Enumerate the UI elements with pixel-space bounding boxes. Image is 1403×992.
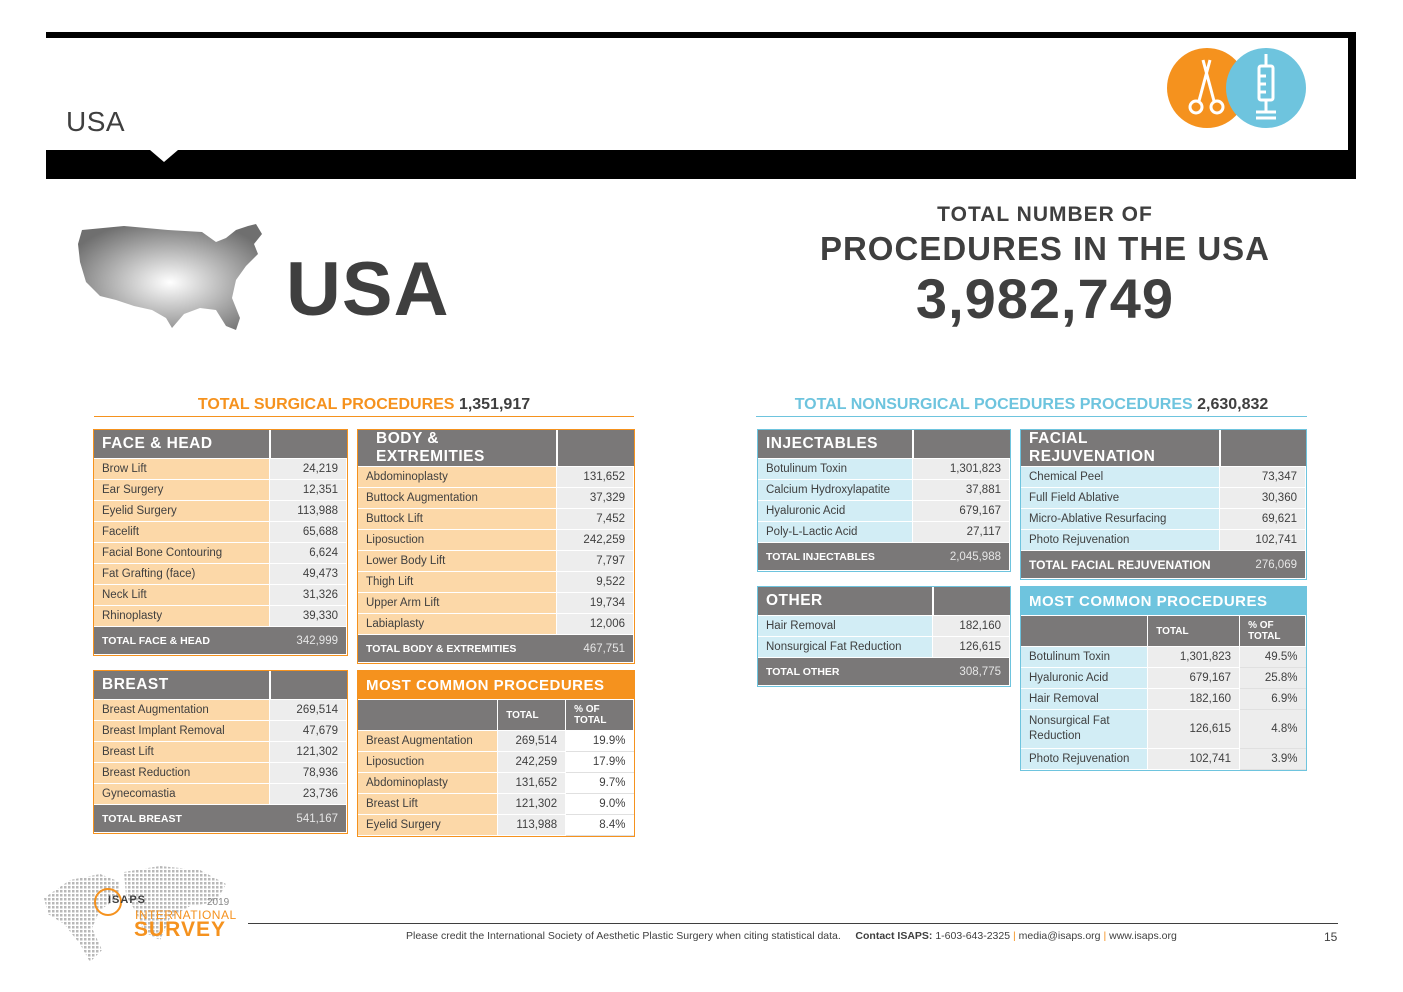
row-label: Abdominoplasty <box>358 467 557 488</box>
table-row <box>94 721 347 742</box>
row-value: 19,734 <box>557 593 634 614</box>
table-row <box>758 459 1010 480</box>
row-label: Gynecomastia <box>94 784 270 805</box>
row-label: Breast Lift <box>358 794 498 815</box>
table-row <box>94 501 347 522</box>
row-value: 30,360 <box>1220 488 1306 509</box>
injectables-table <box>758 430 1010 571</box>
footer-contact-label: Contact ISAPS: <box>855 930 933 942</box>
row-label: Labiaplasty <box>358 614 557 635</box>
row-value: 1,301,823 <box>913 459 1010 480</box>
row-value: 269,514 <box>270 700 347 721</box>
row-label: Upper Arm Lift <box>358 593 557 614</box>
total-row <box>358 635 634 663</box>
row-label: Facelift <box>94 522 270 543</box>
table-row <box>94 585 347 606</box>
row-label: Breast Implant Removal <box>94 721 270 742</box>
col-spacer <box>1021 616 1148 647</box>
row-value: 65,688 <box>270 522 347 543</box>
row-label: Botulinum Toxin <box>758 459 913 480</box>
banner-panel <box>46 38 1348 150</box>
row-value: 31,326 <box>270 585 347 606</box>
table-row <box>358 752 634 773</box>
row-label: Neck Lift <box>94 585 270 606</box>
row-label: Breast Augmentation <box>94 700 270 721</box>
row-value: 131,652 <box>498 773 566 794</box>
total-value: 276,069 <box>1220 551 1306 579</box>
col-pct: % OF TOTAL <box>1240 616 1306 647</box>
breast-title: BREAST <box>94 671 270 700</box>
table-row <box>94 784 347 805</box>
row-label: Buttock Augmentation <box>358 488 557 509</box>
total-value: 2,045,988 <box>913 543 1010 571</box>
table-row <box>358 731 634 752</box>
total-label: TOTAL BODY & EXTREMITIES <box>358 635 557 663</box>
row-label: Chemical Peel <box>1021 467 1220 488</box>
header-spacer <box>1220 430 1306 467</box>
breast-table <box>94 671 347 833</box>
total-label-line1: TOTAL NUMBER OF <box>937 203 1153 226</box>
banner-notch <box>150 150 178 162</box>
row-label: Calcium Hydroxylapatite <box>758 480 913 501</box>
row-pct: 4.8% <box>1240 710 1306 749</box>
row-pct: 9.0% <box>566 794 634 815</box>
table-row <box>1021 668 1306 689</box>
row-label: Eyelid Surgery <box>358 815 498 836</box>
row-value: 121,302 <box>498 794 566 815</box>
nonsurgical-heading <box>756 396 1307 417</box>
total-label: TOTAL OTHER <box>758 658 933 686</box>
row-label: Liposuction <box>358 530 557 551</box>
footer-credit: Please credit the International Society of Aesthetic Plastic Surgery when citing statistical data. <box>406 930 841 942</box>
footer-phone: 1-603-643-2325 <box>935 930 1011 942</box>
header-spacer <box>933 587 1010 616</box>
total-label-line2: PROCEDURES IN THE USA <box>819 230 1271 267</box>
row-value: 9,522 <box>557 572 634 593</box>
total-label: TOTAL INJECTABLES <box>758 543 913 571</box>
row-value: 131,652 <box>557 467 634 488</box>
total-row <box>758 658 1010 686</box>
table-row <box>94 564 347 585</box>
row-label: Photo Rejuvenation <box>1021 530 1220 551</box>
row-label: Nonsurgical Fat Reduction <box>1021 710 1148 749</box>
row-label: Photo Rejuvenation <box>1021 749 1148 770</box>
row-value: 113,988 <box>498 815 566 836</box>
footer-text <box>406 930 1177 942</box>
row-label: Hair Removal <box>1021 689 1148 710</box>
row-label: Nonsurgical Fat Reduction <box>758 637 933 658</box>
row-value: 269,514 <box>498 731 566 752</box>
row-value: 182,160 <box>1148 689 1240 710</box>
total-row <box>1021 551 1306 579</box>
row-value: 27,117 <box>913 522 1010 543</box>
row-value: 78,936 <box>270 763 347 784</box>
surgical-heading-label: TOTAL SURGICAL PROCEDURES <box>197 396 455 413</box>
row-label: Poly-L-Lactic Acid <box>758 522 913 543</box>
table-row <box>758 522 1010 543</box>
logo-isaps: ISAPS <box>108 894 147 906</box>
table-row <box>94 543 347 564</box>
row-label: Abdominoplasty <box>358 773 498 794</box>
table-row <box>1021 509 1306 530</box>
table-row <box>358 773 634 794</box>
row-label: Micro-Ablative Resurfacing <box>1021 509 1220 530</box>
row-label: Breast Reduction <box>94 763 270 784</box>
logo-year: 2019 <box>207 897 230 908</box>
total-label: TOTAL FACIAL REJUVENATION <box>1021 551 1220 579</box>
body-extremities-table <box>358 430 634 663</box>
row-value: 126,615 <box>933 637 1010 658</box>
row-value: 37,881 <box>913 480 1010 501</box>
table-row <box>758 637 1010 658</box>
other-title: OTHER <box>758 587 933 616</box>
top-banner <box>46 32 1356 179</box>
row-label: Brow Lift <box>94 459 270 480</box>
nonsurgical-most-common-table <box>1021 587 1306 770</box>
syringe-icon <box>1226 48 1306 128</box>
total-value: 467,751 <box>557 635 634 663</box>
row-value: 6,624 <box>270 543 347 564</box>
table-row <box>358 551 634 572</box>
table-row <box>358 794 634 815</box>
row-label: Hyaluronic Acid <box>758 501 913 522</box>
col-pct: % OF TOTAL <box>566 700 634 731</box>
row-value: 23,736 <box>270 784 347 805</box>
logo-survey: SURVEY <box>134 918 226 941</box>
row-value: 24,219 <box>270 459 347 480</box>
col-spacer <box>358 700 498 731</box>
table-row <box>358 815 634 836</box>
row-label: Lower Body Lift <box>358 551 557 572</box>
row-value: 1,301,823 <box>1148 647 1240 668</box>
page-number: 15 <box>1324 930 1338 944</box>
facial-rejuvenation-table <box>1021 430 1306 579</box>
surgical-most-common-table <box>358 671 634 836</box>
col-total: TOTAL <box>1148 616 1240 647</box>
table-row <box>94 763 347 784</box>
total-label: TOTAL BREAST <box>94 805 270 833</box>
row-value: 242,259 <box>557 530 634 551</box>
row-value: 126,615 <box>1148 710 1240 749</box>
header-spacer <box>913 430 1010 459</box>
nonsurgical-most-common-title: MOST COMMON PROCEDURES <box>1021 587 1306 616</box>
surgical-heading <box>94 396 634 417</box>
banner-title: USA <box>66 106 126 137</box>
table-row <box>1021 749 1306 770</box>
row-value: 37,329 <box>557 488 634 509</box>
total-value: 342,999 <box>270 627 347 655</box>
table-row <box>358 593 634 614</box>
table-row <box>94 606 347 627</box>
table-row <box>758 480 1010 501</box>
header-spacer <box>270 430 347 459</box>
total-row <box>758 543 1010 571</box>
row-pct: 6.9% <box>1240 689 1306 710</box>
total-row <box>94 627 347 655</box>
row-value: 7,452 <box>557 509 634 530</box>
facial-title: FACIAL REJUVENATION <box>1021 430 1220 467</box>
row-value: 102,741 <box>1220 530 1306 551</box>
logo-international: INTERNATIONAL <box>135 908 237 922</box>
hero-country: USA <box>286 247 450 332</box>
surgical-heading-value: 1,351,917 <box>458 396 531 413</box>
row-value: 49,473 <box>270 564 347 585</box>
footer-separator: | <box>1013 930 1016 942</box>
row-label: Fat Grafting (face) <box>94 564 270 585</box>
row-value: 242,259 <box>498 752 566 773</box>
row-label: Breast Augmentation <box>358 731 498 752</box>
row-value: 73,347 <box>1220 467 1306 488</box>
row-value: 102,741 <box>1148 749 1240 770</box>
row-pct: 17.9% <box>566 752 634 773</box>
row-value: 113,988 <box>270 501 347 522</box>
row-value: 69,621 <box>1220 509 1306 530</box>
row-label: Full Field Ablative <box>1021 488 1220 509</box>
table-row <box>1021 689 1306 710</box>
header-spacer <box>270 671 347 700</box>
table-row <box>1021 488 1306 509</box>
table-row <box>1021 710 1306 749</box>
face-head-table <box>94 430 347 655</box>
table-row <box>1021 467 1306 488</box>
footer-email[interactable]: media@isaps.org <box>1018 930 1101 942</box>
row-label: Rhinoplasty <box>94 606 270 627</box>
row-label: Buttock Lift <box>358 509 557 530</box>
table-row <box>358 509 634 530</box>
row-value: 679,167 <box>913 501 1010 522</box>
table-row <box>94 742 347 763</box>
other-table <box>758 587 1010 686</box>
footer-separator: | <box>1103 930 1107 942</box>
total-row <box>94 805 347 833</box>
row-pct: 25.8% <box>1240 668 1306 689</box>
row-value: 182,160 <box>933 616 1010 637</box>
face-head-title: FACE & HEAD <box>94 430 270 459</box>
row-value: 7,797 <box>557 551 634 572</box>
footer-divider <box>248 923 1338 924</box>
table-row <box>358 572 634 593</box>
usa-map-icon <box>76 218 268 338</box>
row-label: Breast Lift <box>94 742 270 763</box>
row-label: Hair Removal <box>758 616 933 637</box>
table-row <box>758 616 1010 637</box>
row-value: 679,167 <box>1148 668 1240 689</box>
table-row <box>358 467 634 488</box>
table-row <box>358 530 634 551</box>
row-label: Botulinum Toxin <box>1021 647 1148 668</box>
table-row <box>358 488 634 509</box>
total-label: TOTAL FACE & HEAD <box>94 627 270 655</box>
nonsurgical-heading-label: TOTAL NONSURGICAL POCEDURES PROCEDURES <box>794 396 1193 413</box>
table-row <box>758 501 1010 522</box>
table-row <box>1021 647 1306 668</box>
header-spacer <box>557 430 634 467</box>
row-label: Liposuction <box>358 752 498 773</box>
body-title: BODY & EXTREMITIES <box>358 430 557 467</box>
injectables-title: INJECTABLES <box>758 430 913 459</box>
row-label: Hyaluronic Acid <box>1021 668 1148 689</box>
row-pct: 9.7% <box>566 773 634 794</box>
row-value: 47,679 <box>270 721 347 742</box>
table-row <box>94 480 347 501</box>
total-procedures-value: 3,982,749 <box>915 267 1175 330</box>
row-label: Facial Bone Contouring <box>94 543 270 564</box>
table-row <box>94 700 347 721</box>
row-label: Ear Surgery <box>94 480 270 501</box>
footer-website[interactable]: www.isaps.org <box>1109 930 1177 942</box>
row-value: 121,302 <box>270 742 347 763</box>
row-pct: 19.9% <box>566 731 634 752</box>
row-label: Thigh Lift <box>358 572 557 593</box>
row-value: 12,351 <box>270 480 347 501</box>
total-value: 308,775 <box>933 658 1010 686</box>
table-row <box>358 614 634 635</box>
total-value: 541,167 <box>270 805 347 833</box>
row-label: Eyelid Surgery <box>94 501 270 522</box>
row-value: 12,006 <box>557 614 634 635</box>
row-pct: 49.5% <box>1240 647 1306 668</box>
table-row <box>94 459 347 480</box>
surgical-most-common-title: MOST COMMON PROCEDURES <box>358 671 634 700</box>
nonsurgical-heading-value: 2,630,832 <box>1197 396 1269 413</box>
row-pct: 8.4% <box>566 815 634 836</box>
col-total: TOTAL <box>498 700 566 731</box>
row-pct: 3.9% <box>1240 749 1306 770</box>
row-value: 39,330 <box>270 606 347 627</box>
table-row <box>1021 530 1306 551</box>
table-row <box>94 522 347 543</box>
